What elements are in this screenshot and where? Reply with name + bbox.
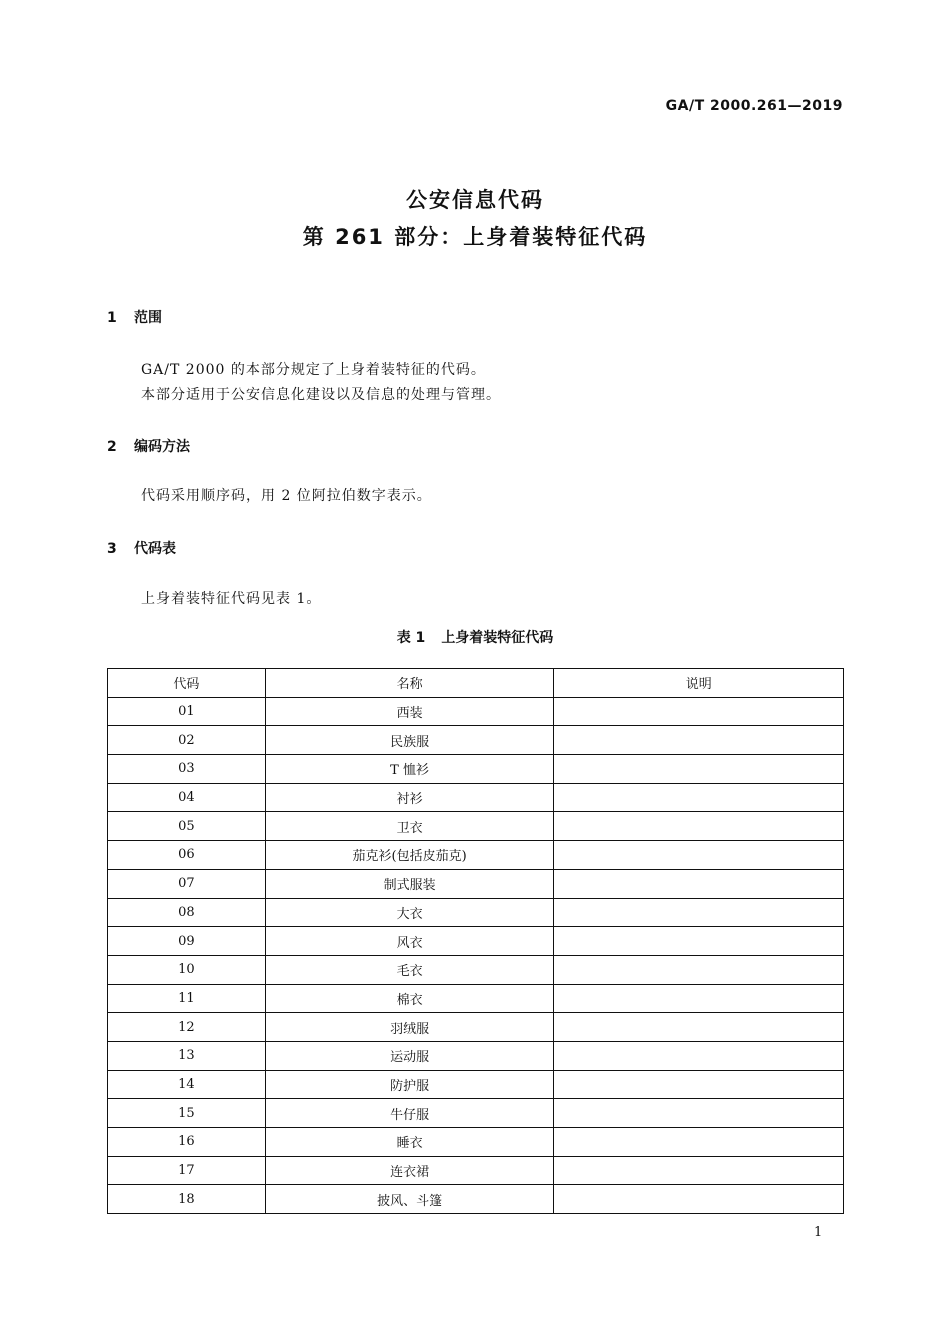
cell-description — [554, 755, 844, 784]
cell-code: 14 — [108, 1070, 266, 1099]
cell-code: 16 — [108, 1128, 266, 1157]
table-row — [108, 783, 844, 812]
cell-name: 披风、斗篷 — [265, 1185, 554, 1214]
section-heading-coding-method — [107, 436, 190, 456]
table-row — [108, 869, 844, 898]
header-description: 说明 — [554, 669, 844, 698]
table-row — [108, 697, 844, 726]
cell-code: 17 — [108, 1156, 266, 1185]
cell-name: 睡衣 — [265, 1128, 554, 1157]
standard-number: GA/T 2000.261—2019 — [665, 98, 843, 114]
cell-code: 13 — [108, 1041, 266, 1070]
table-row — [108, 955, 844, 984]
cell-name: 毛衣 — [265, 955, 554, 984]
cell-name: 西装 — [265, 697, 554, 726]
cell-description — [554, 869, 844, 898]
cell-code: 02 — [108, 726, 266, 755]
table-row — [108, 755, 844, 784]
table-row — [108, 984, 844, 1013]
table-row — [108, 1070, 844, 1099]
cell-description — [554, 1156, 844, 1185]
cell-name: 羽绒服 — [265, 1013, 554, 1042]
table-row — [108, 1185, 844, 1214]
cell-code: 09 — [108, 927, 266, 956]
table-row — [108, 841, 844, 870]
cell-description — [554, 1041, 844, 1070]
cell-description — [554, 1185, 844, 1214]
document-title: 公安信息代码 — [406, 188, 544, 212]
table-row — [108, 726, 844, 755]
cell-description — [554, 984, 844, 1013]
cell-code: 05 — [108, 812, 266, 841]
code-table — [107, 668, 844, 1214]
cell-code: 06 — [108, 841, 266, 870]
cell-code: 10 — [108, 955, 266, 984]
table-caption-title: 上身着装特征代码 — [441, 630, 554, 646]
header-code: 代码 — [108, 669, 266, 698]
cell-code: 01 — [108, 697, 266, 726]
section-title: 代码表 — [134, 541, 176, 557]
section-number: 2 — [107, 439, 117, 455]
cell-name: 大衣 — [265, 898, 554, 927]
cell-description — [554, 1099, 844, 1128]
cell-description — [554, 812, 844, 841]
table-row — [108, 1128, 844, 1157]
cell-description — [554, 697, 844, 726]
paragraph: GA/T 2000 的本部分规定了上身着装特征的代码。 — [141, 362, 486, 378]
table-caption-number: 表 1 — [396, 630, 426, 646]
table-row — [108, 1156, 844, 1185]
cell-name: 民族服 — [265, 726, 554, 755]
table-row — [108, 812, 844, 841]
cell-code: 18 — [108, 1185, 266, 1214]
cell-code: 07 — [108, 869, 266, 898]
section-heading-code-table — [107, 538, 176, 558]
cell-name: 风衣 — [265, 927, 554, 956]
page-number: 1 — [814, 1225, 823, 1240]
header-name: 名称 — [265, 669, 554, 698]
cell-code: 12 — [108, 1013, 266, 1042]
table-caption — [0, 627, 950, 647]
cell-description — [554, 1013, 844, 1042]
cell-name: 棉衣 — [265, 984, 554, 1013]
cell-name: 牛仔服 — [265, 1099, 554, 1128]
section-number: 1 — [107, 310, 117, 326]
cell-name: 衬衫 — [265, 783, 554, 812]
cell-code: 15 — [108, 1099, 266, 1128]
cell-description — [554, 898, 844, 927]
table-row — [108, 1041, 844, 1070]
cell-name: T 恤衫 — [265, 755, 554, 784]
cell-description — [554, 841, 844, 870]
section-heading-scope — [107, 307, 162, 327]
table-row — [108, 898, 844, 927]
cell-description — [554, 726, 844, 755]
document-subtitle: 第 261 部分：上身着装特征代码 — [302, 225, 648, 249]
cell-name: 茄克衫(包括皮茄克) — [265, 841, 554, 870]
cell-name: 连衣裙 — [265, 1156, 554, 1185]
paragraph: 代码采用顺序码，用 2 位阿拉伯数字表示。 — [141, 488, 432, 504]
cell-name: 卫衣 — [265, 812, 554, 841]
paragraph: 上身着装特征代码见表 1。 — [141, 591, 322, 607]
cell-name: 防护服 — [265, 1070, 554, 1099]
cell-code: 11 — [108, 984, 266, 1013]
table-row — [108, 927, 844, 956]
cell-code: 08 — [108, 898, 266, 927]
cell-description — [554, 783, 844, 812]
cell-code: 03 — [108, 755, 266, 784]
cell-name: 运动服 — [265, 1041, 554, 1070]
cell-code: 04 — [108, 783, 266, 812]
table-row — [108, 1013, 844, 1042]
section-number: 3 — [107, 541, 117, 557]
cell-description — [554, 1128, 844, 1157]
table-header-row — [108, 669, 844, 698]
paragraph: 本部分适用于公安信息化建设以及信息的处理与管理。 — [141, 387, 501, 403]
cell-description — [554, 955, 844, 984]
section-title: 编码方法 — [134, 439, 190, 455]
cell-description — [554, 1070, 844, 1099]
cell-name: 制式服装 — [265, 869, 554, 898]
section-title: 范围 — [134, 310, 162, 326]
cell-description — [554, 927, 844, 956]
table-row — [108, 1099, 844, 1128]
